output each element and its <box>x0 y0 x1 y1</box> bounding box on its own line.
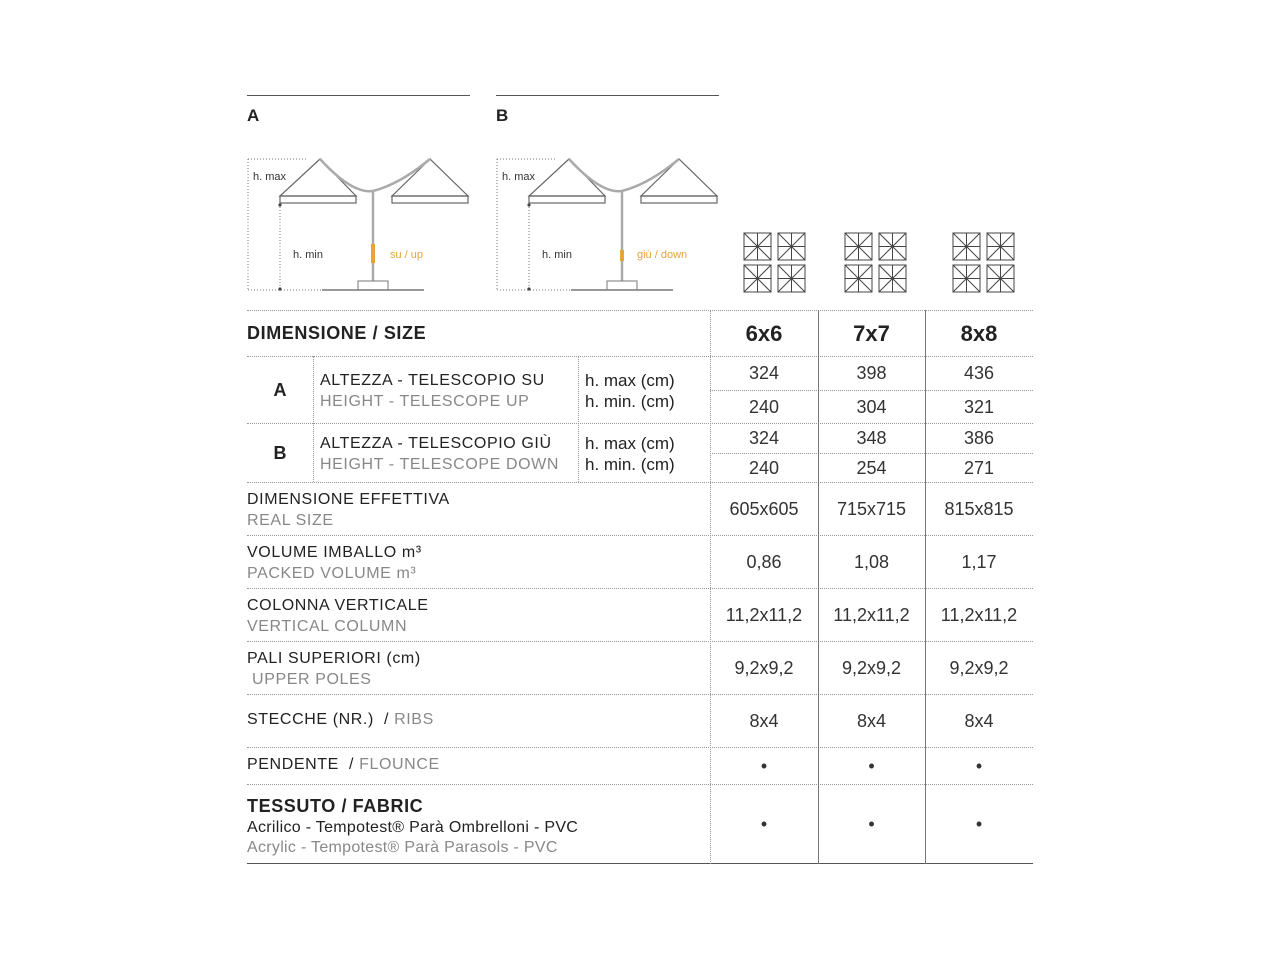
packed-volume-6x6: 0,86 <box>746 551 782 572</box>
fabric-6x6: • <box>760 813 768 834</box>
row-a-max-8x8: 436 <box>963 363 995 383</box>
row-b-label <box>320 433 559 475</box>
row-b-min-6x6: 240 <box>748 457 780 478</box>
row-a-units <box>585 370 675 412</box>
flounce-label-it: PENDENTE / <box>247 756 360 773</box>
row-a-max-7x7: 398 <box>856 363 887 383</box>
diagram-b-action: giù / down <box>637 249 688 261</box>
real-size-8x8: 815x815 <box>944 498 1014 519</box>
ribs-8x8: 8x4 <box>964 710 994 731</box>
fabric-title: TESSUTO / FABRIC <box>247 796 424 816</box>
fabric-7x7: • <box>868 813 875 834</box>
real-size-label-it: DIMENSIONE EFFETTIVA <box>247 491 450 508</box>
row-a-label-it: ALTEZZA - TELESCOPIO SU <box>320 372 545 389</box>
upper-poles-6x6: 9,2x9,2 <box>734 657 794 678</box>
packed-volume-7x7: 1,08 <box>853 551 890 572</box>
row-a-min-7x7: 304 <box>856 396 887 417</box>
packed-volume-label-it: VOLUME IMBALLO m³ <box>247 544 422 561</box>
real-size-7x7: 715x715 <box>836 498 907 519</box>
row-b-min-7x7: 254 <box>856 457 887 478</box>
row-b-max-8x8: 386 <box>963 428 995 448</box>
size-header-6x6: 6x6 <box>745 320 783 346</box>
vertical-column-7x7: 11,2x11,2 <box>833 604 910 625</box>
vertical-column-label-en: VERTICAL COLUMN <box>247 618 408 635</box>
ribs-label <box>247 711 434 729</box>
size-grid-icon-7x7 <box>844 232 908 294</box>
flounce-8x8: • <box>975 755 983 776</box>
flounce-7x7: • <box>868 755 875 776</box>
size-header-8x8: 8x8 <box>960 320 998 346</box>
diagram-b-top-rule <box>496 95 719 96</box>
row-b-code: B <box>273 442 287 463</box>
upper-poles-label <box>247 648 421 690</box>
row-b-units <box>585 433 675 475</box>
upper-poles-label-it: PALI SUPERIORI (cm) <box>247 650 421 667</box>
row-a-min-8x8: 321 <box>963 396 995 417</box>
row-b-unit-max: h. max (cm) <box>585 434 675 453</box>
diagram-a-h-min: h. min <box>293 249 323 261</box>
ribs-label-en: RIBS <box>394 711 434 728</box>
size-grid-icon-8x8 <box>952 232 1016 294</box>
upper-poles-7x7: 9,2x9,2 <box>841 657 902 678</box>
upper-poles-label-en: UPPER POLES <box>247 671 372 688</box>
vertical-column-8x8: 11,2x11,2 <box>940 604 1018 625</box>
flounce-6x6: • <box>760 755 768 776</box>
fabric-label-it: Acrilico - Tempotest® Parà Ombrelloni - PVC <box>247 819 579 836</box>
size-grid-icon-6x6 <box>743 232 807 294</box>
diagram-a-action: su / up <box>390 249 424 261</box>
row-a-unit-min: h. min. (cm) <box>585 392 675 411</box>
flounce-label <box>247 756 440 774</box>
row-a-label <box>320 370 545 412</box>
fabric-label <box>247 794 578 858</box>
packed-volume-8x8: 1,17 <box>961 551 997 572</box>
diagram-a-label: A <box>247 106 260 125</box>
size-header-label: DIMENSIONE / SIZE <box>247 323 427 343</box>
row-a-max-6x6: 324 <box>748 363 780 383</box>
row-b-label-it: ALTEZZA - TELESCOPIO GIÙ <box>320 435 552 452</box>
fabric-label-en: Acrylic - Tempotest® Parà Parasols - PVC <box>247 839 558 856</box>
packed-volume-label <box>247 542 422 584</box>
ribs-label-it: STECCHE (NR.) / <box>247 711 395 728</box>
vertical-column-label <box>247 595 429 637</box>
real-size-label-en: REAL SIZE <box>247 512 334 529</box>
row-a-label-en: HEIGHT - TELESCOPE UP <box>320 393 530 410</box>
row-b-max-6x6: 324 <box>748 428 780 448</box>
ribs-6x6: 8x4 <box>749 710 779 731</box>
row-b-label-en: HEIGHT - TELESCOPE DOWN <box>320 456 560 473</box>
ribs-7x7: 8x4 <box>856 710 887 731</box>
vertical-column-label-it: COLONNA VERTICALE <box>247 597 429 614</box>
diagram-b-h-max: h. max <box>502 171 536 183</box>
diagram-b-label: B <box>496 106 509 125</box>
flounce-label-en: FLOUNCE <box>359 756 440 773</box>
real-size-label <box>247 489 450 531</box>
real-size-6x6: 605x605 <box>729 498 799 519</box>
row-b-unit-min: h. min. (cm) <box>585 455 675 474</box>
vertical-column-6x6: 11,2x11,2 <box>725 604 803 625</box>
upper-poles-8x8: 9,2x9,2 <box>949 657 1009 678</box>
packed-volume-label-en: PACKED VOLUME m³ <box>247 565 417 582</box>
size-header-7x7: 7x7 <box>853 320 890 346</box>
fabric-8x8: • <box>975 813 983 834</box>
row-a-code: A <box>273 379 287 400</box>
row-b-min-8x8: 271 <box>963 457 995 478</box>
diagram-a-top-rule <box>247 95 470 96</box>
diagram-a-h-max: h. max <box>253 171 287 183</box>
row-a-min-6x6: 240 <box>748 396 780 417</box>
row-b-max-7x7: 348 <box>856 428 887 448</box>
row-a-unit-max: h. max (cm) <box>585 371 675 390</box>
diagram-b-h-min: h. min <box>542 249 572 261</box>
